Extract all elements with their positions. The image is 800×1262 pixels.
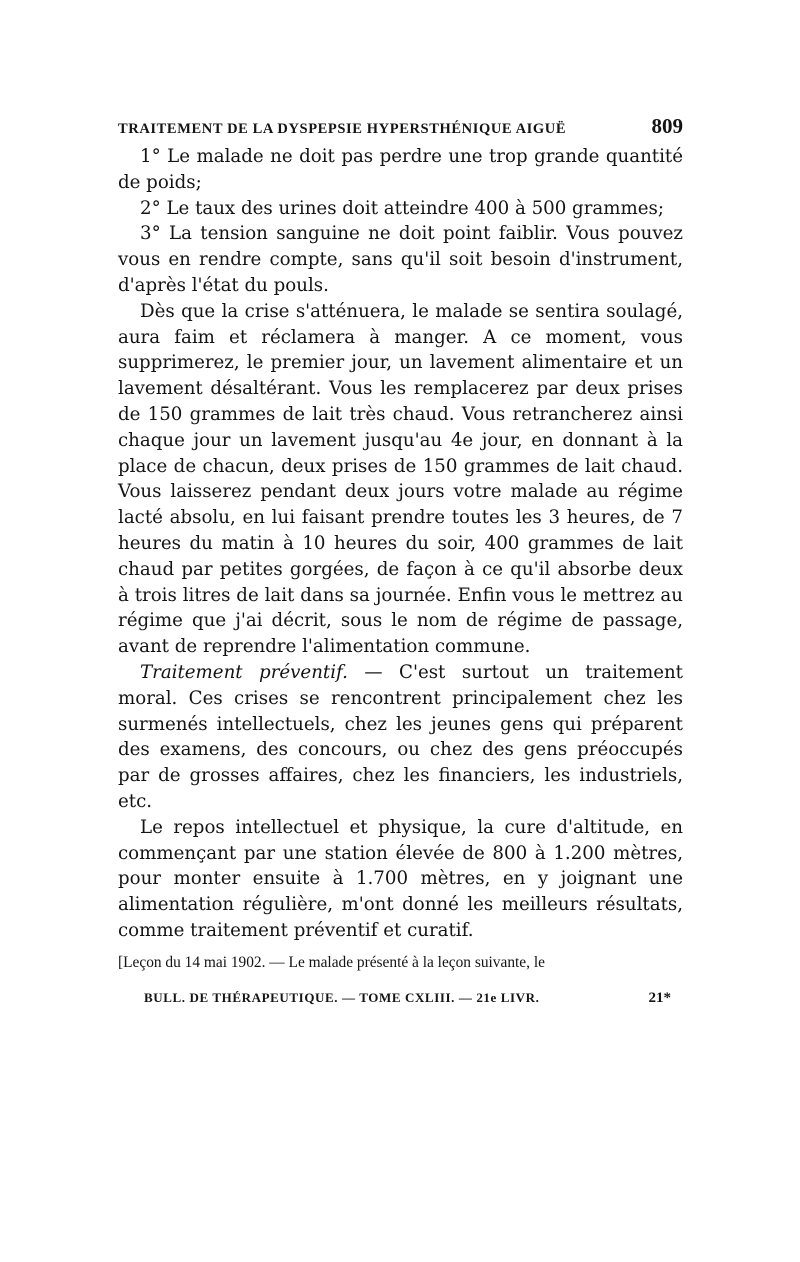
paragraph-1: 1° Le malade ne doit pas perdre une trop grande quantité de poids; xyxy=(118,146,683,193)
running-title: TRAITEMENT DE LA DYSPEPSIE HYPERSTHÉNIQUE AIGUË xyxy=(118,121,567,137)
paragraph-6: Le repos intellectuel et physique, la cure d'altitude, en commençant par une station élevée de 800 à 1.200 mètres, pour monter ensuite à 1.700 mètres, en y joignant une alimentation régulière, m'ont donné les meilleurs résultats, comme traitement préventif et curatif. xyxy=(118,816,683,941)
section-heading-italic: Traitement préventif. xyxy=(140,661,348,683)
paragraph-2: 2° Le taux des urines doit atteindre 400 à 500 grammes; xyxy=(140,197,664,219)
page-footer xyxy=(118,990,683,1007)
footnote: [Leçon du 14 mai 1902. — Le malade présenté à la leçon suivante, le xyxy=(118,953,545,971)
paragraph-3: 3° La tension sanguine ne doit point faiblir. Vous pouvez vous en rendre compte, sans qu'il soit besoin d'instrument, d'après l'état du pouls. xyxy=(118,223,683,296)
page-number: 809 xyxy=(651,114,683,138)
journal-reference: BULL. DE THÉRAPEUTIQUE. — TOME CXLIII. — 21e LIVR. xyxy=(144,989,540,1005)
signature-mark: 21* xyxy=(648,989,671,1006)
body-text xyxy=(118,144,683,944)
paragraph-4: Dès que la crise s'atténuera, le malade se sentira soulagé, aura faim et réclamera à manger. A ce moment, vous supprimerez, le premier jour, un lavement alimentaire et un lavement désaltérant. Vous les remplacerez par deux prises de 150 grammes de lait très chaud. Vous retrancherez ainsi chaque jour un lavement jusqu'au 4e jour, en donnant à la place de chacun, deux prises de 150 grammes de lait chaud. Vous laisserez pendant deux jours votre malade au régime lacté absolu, en lui faisant prendre toutes les 3 heures, de 7 heures du matin à 10 heures du soir, 400 grammes de lait chaud par petites gorgées, de façon à ce qu'il absorbe deux à trois litres de lait dans sa journée. Enfin vous le mettrez au régime que j'ai décrit, sous le nom de régime de passage, avant de reprendre l'alimentation commune. xyxy=(118,300,683,658)
paragraph-5: Traitement préventif. — C'est surtout un traitement moral. Ces crises se rencontrent principalement chez les surmenés intellectuels, chez les jeunes gens qui préparent des examens, des concours, ou chez des gens préoccupés par de grosses affaires, chez les financiers, les industriels, etc. xyxy=(118,661,683,812)
running-header xyxy=(118,108,683,144)
book-page xyxy=(118,108,683,1007)
